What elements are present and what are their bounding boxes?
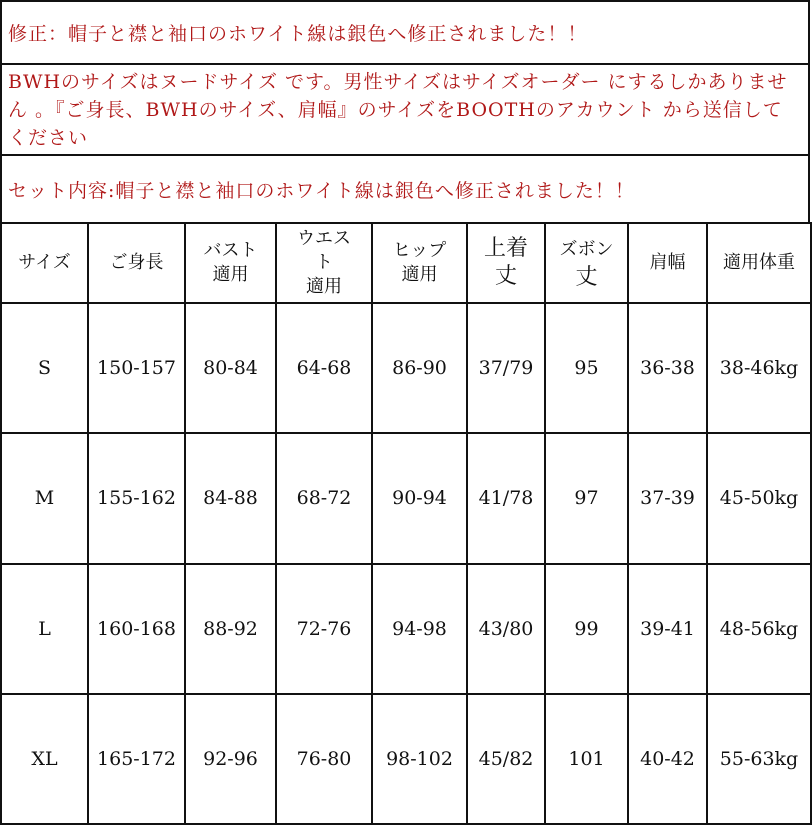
header-size: サイズ: [1, 223, 88, 303]
header-shoulder: 肩幅: [628, 223, 707, 303]
header-weight: 適用体重: [707, 223, 811, 303]
cell-hip: 86-90: [372, 303, 467, 433]
cell-bust: 80-84: [185, 303, 276, 433]
cell-weight: 55-63kg: [707, 694, 811, 824]
table-row: [1, 694, 811, 824]
header-pants-length: ズボン 丈: [545, 223, 628, 303]
cell-jacket-length: 45/82: [467, 694, 545, 824]
cell-jacket-length: 37/79: [467, 303, 545, 433]
table-row: [1, 303, 811, 433]
size-notice: BWHのサイズはヌードサイズ です。男性サイズはサイズオーダー にするしかありません 。『ご身長、BWHのサイズ、肩幅』のサイズをBOOTHのアカウント から送信してください: [0, 63, 810, 154]
cell-size: XL: [1, 694, 88, 824]
cell-waist: 76-80: [276, 694, 372, 824]
cell-waist: 68-72: [276, 433, 372, 563]
cell-height: 165-172: [88, 694, 185, 824]
cell-weight: 45-50kg: [707, 433, 811, 563]
cell-shoulder: 39-41: [628, 564, 707, 694]
table-header-row: [1, 223, 811, 303]
cell-pants-length: 101: [545, 694, 628, 824]
cell-hip: 94-98: [372, 564, 467, 694]
cell-jacket-length: 43/80: [467, 564, 545, 694]
cell-height: 160-168: [88, 564, 185, 694]
cell-waist: 72-76: [276, 564, 372, 694]
header-jacket-length: 上着 丈: [467, 223, 545, 303]
cell-waist: 64-68: [276, 303, 372, 433]
cell-bust: 92-96: [185, 694, 276, 824]
table-row: [1, 433, 811, 563]
header-hip: ヒップ 適用: [372, 223, 467, 303]
header-bust: バスト 適用: [185, 223, 276, 303]
size-table: [0, 222, 812, 825]
cell-size: M: [1, 433, 88, 563]
cell-pants-length: 99: [545, 564, 628, 694]
cell-bust: 88-92: [185, 564, 276, 694]
cell-height: 155-162: [88, 433, 185, 563]
cell-size: L: [1, 564, 88, 694]
cell-pants-length: 97: [545, 433, 628, 563]
cell-hip: 98-102: [372, 694, 467, 824]
set-contents-notice: セット内容:帽子と襟と袖口のホワイト線は銀色へ修正されました！！: [0, 154, 810, 222]
cell-jacket-length: 41/78: [467, 433, 545, 563]
table-row: [1, 564, 811, 694]
cell-bust: 84-88: [185, 433, 276, 563]
cell-height: 150-157: [88, 303, 185, 433]
cell-weight: 48-56kg: [707, 564, 811, 694]
cell-weight: 38-46kg: [707, 303, 811, 433]
cell-shoulder: 40-42: [628, 694, 707, 824]
cell-size: S: [1, 303, 88, 433]
header-height: ご身長: [88, 223, 185, 303]
cell-pants-length: 95: [545, 303, 628, 433]
cell-shoulder: 36-38: [628, 303, 707, 433]
header-waist: ウエス ト 適用: [276, 223, 372, 303]
cell-hip: 90-94: [372, 433, 467, 563]
cell-shoulder: 37-39: [628, 433, 707, 563]
fix-notice: 修正：帽子と襟と袖口のホワイト線は銀色へ修正されました！！: [0, 0, 810, 63]
